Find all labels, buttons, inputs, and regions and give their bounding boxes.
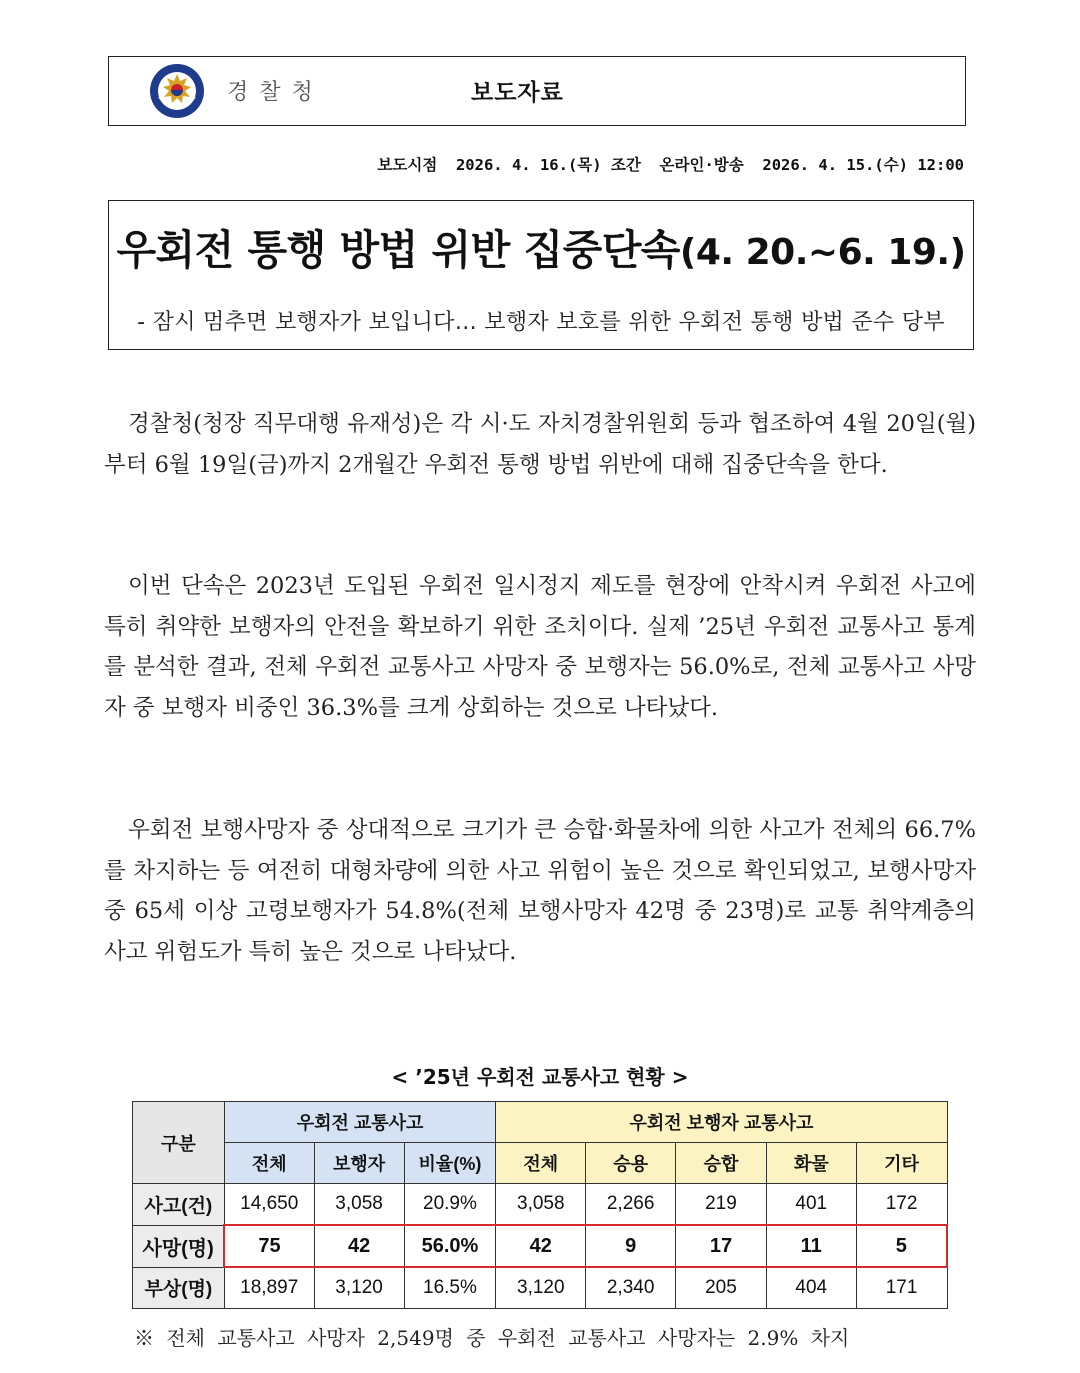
table-subheader-row	[133, 1143, 948, 1184]
title-dates: (4. 20.~6. 19.)	[679, 232, 966, 273]
title-box	[108, 200, 974, 350]
table-cell: 17	[676, 1225, 767, 1267]
table-row-highlighted	[133, 1225, 948, 1267]
group-header-pedestrian: 우회전 보행자 교통사고	[496, 1102, 947, 1143]
table-cell: 3,058	[314, 1184, 404, 1226]
release-timing: 보도시점 2026. 4. 16.(목) 조간 온라인·방송 2026. 4. 15.(수) 12:00	[377, 156, 964, 174]
header-box	[108, 56, 966, 126]
paragraph-text: 경찰청(청장 직무대행 유재성)은 각 시·도 자치경찰위원회 등과 협조하여 4월 20일(월)부터 6월 19일(금)까지 2개월간 우회전 통행 방법 위반에 대해 집중단속을 한다.	[104, 411, 976, 478]
footnote: ※ 전체 교통사고 사망자 2,549명 중 우회전 교통사고 사망자는 2.9% 차지	[134, 1326, 850, 1350]
table-cell: 401	[766, 1184, 856, 1226]
table-cell: 5	[856, 1225, 947, 1267]
table-cell: 172	[856, 1184, 947, 1226]
table-cell: 11	[766, 1225, 856, 1267]
table-cell: 3,058	[496, 1184, 586, 1226]
column-header: 승합	[676, 1143, 767, 1184]
table-cell: 2,266	[586, 1184, 676, 1226]
page-title	[109, 217, 973, 276]
column-header: 전체	[224, 1143, 314, 1184]
column-header: 기타	[856, 1143, 947, 1184]
table-cell: 16.5%	[404, 1267, 496, 1309]
police-emblem-icon	[149, 63, 205, 119]
row-label: 부상(명)	[133, 1267, 225, 1309]
table-title: < ’25년 우회전 교통사고 현황 >	[391, 1065, 689, 1089]
table-cell: 56.0%	[404, 1225, 496, 1267]
paragraph-text: 이번 단속은 2023년 도입된 우회전 일시정지 제도를 현장에 안착시켜 우회전 사고에 특히 취약한 보행자의 안전을 확보하기 위한 조치이다. 실제 ’25년 우회전 교통사고 통계를 분석한 결과, 전체 우회전 교통사고 사망자 중 보행자는 56.0%로, 전체 교통사고 사망자 중 보행자 비중인 36.3%를 크게 상회하는 것으로 나타났다.	[104, 573, 976, 721]
table-cell: 20.9%	[404, 1184, 496, 1226]
row-label: 사망(명)	[133, 1225, 225, 1267]
table-cell: 18,897	[224, 1267, 314, 1309]
column-header: 전체	[496, 1143, 586, 1184]
paragraph-text: 우회전 보행사망자 중 상대적으로 크기가 큰 승합·화물차에 의한 사고가 전체의 66.7%를 차지하는 등 여전히 대형차량에 의한 사고 위험이 높은 것으로 확인되었고, 보행사망자 중 65세 이상 고령보행자가 54.8%(전체 보행사망자 42명 중 23명)로 교통 취약계층의 사고 위험도가 특히 높은 것으로 나타났다.	[104, 817, 976, 965]
table-cell: 219	[676, 1184, 767, 1226]
column-header: 승용	[586, 1143, 676, 1184]
body-paragraph	[104, 810, 976, 972]
table-cell: 42	[314, 1225, 404, 1267]
document-type: 보도자료	[471, 80, 564, 106]
table-cell: 205	[676, 1267, 767, 1309]
table-header-row	[133, 1102, 948, 1143]
body-paragraph	[104, 566, 976, 728]
table-cell: 404	[766, 1267, 856, 1309]
agency-name: 경 찰 청	[227, 80, 315, 105]
column-header: 비율(%)	[404, 1143, 496, 1184]
table-cell: 3,120	[314, 1267, 404, 1309]
table-cell: 9	[586, 1225, 676, 1267]
column-header: 보행자	[314, 1143, 404, 1184]
table-cell: 14,650	[224, 1184, 314, 1226]
title-main: 우회전 통행 방법 위반 집중단속	[116, 226, 680, 274]
table-cell: 42	[496, 1225, 586, 1267]
table-cell: 3,120	[496, 1267, 586, 1309]
body-paragraph	[104, 404, 976, 485]
column-header: 화물	[766, 1143, 856, 1184]
group-header-right-turn: 우회전 교통사고	[224, 1102, 496, 1143]
page-subtitle: - 잠시 멈추면 보행자가 보입니다… 보행자 보호를 위한 우회전 통행 방법 준수 당부	[137, 310, 945, 335]
table-corner-header: 구분	[133, 1102, 225, 1184]
row-label: 사고(건)	[133, 1184, 225, 1226]
table-cell: 2,340	[586, 1267, 676, 1309]
table-row	[133, 1184, 948, 1226]
table-cell: 171	[856, 1267, 947, 1309]
table-cell: 75	[224, 1225, 314, 1267]
accident-stats-table	[132, 1101, 948, 1309]
table-row	[133, 1267, 948, 1309]
